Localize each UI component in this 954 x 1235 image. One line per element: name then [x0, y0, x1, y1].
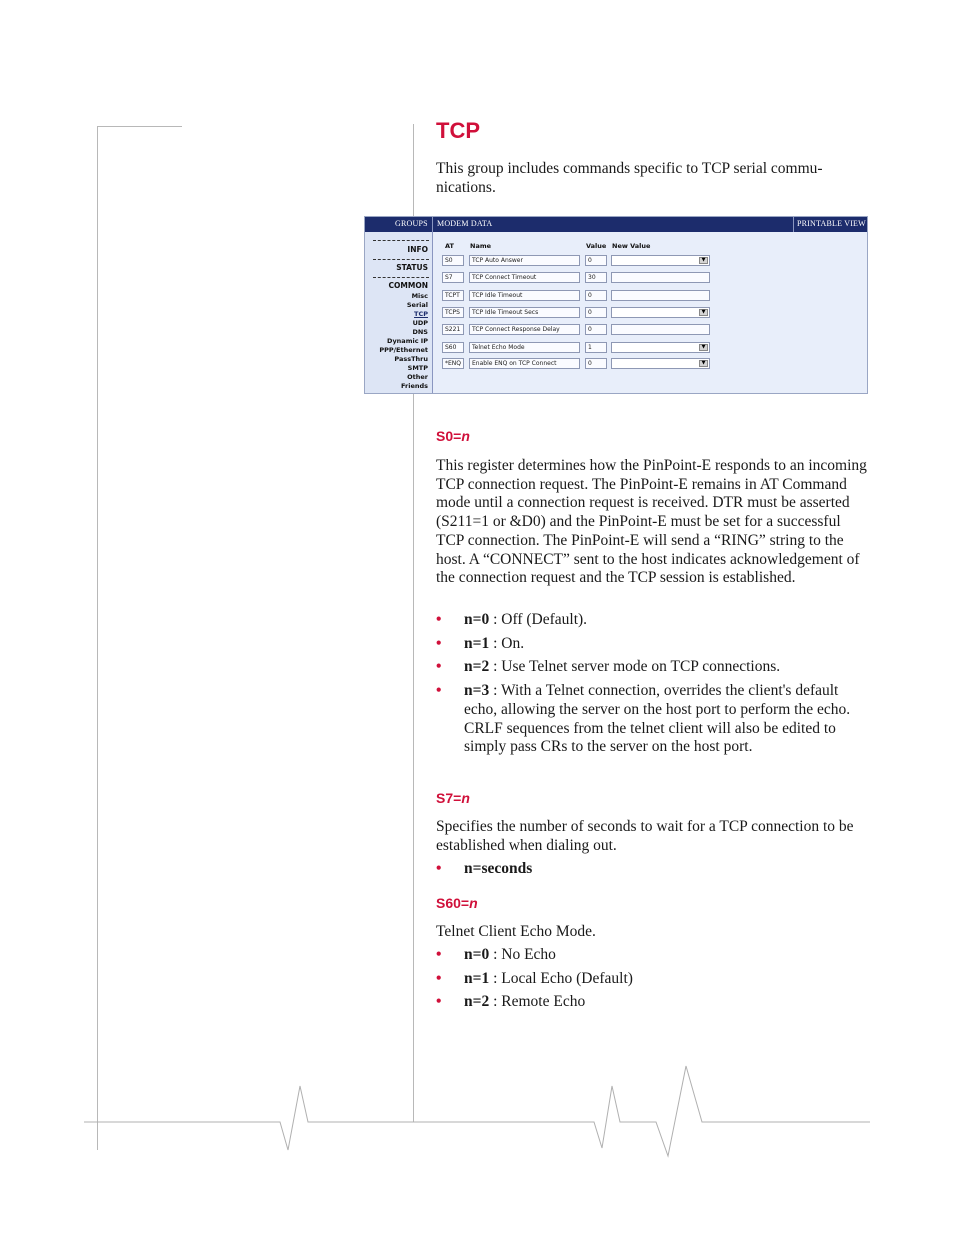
list-item: [436, 682, 868, 757]
nav-dns[interactable]: DNS: [412, 328, 428, 336]
col-header-at: AT: [445, 242, 454, 250]
header-separator: [432, 217, 433, 232]
option-text: : With a Telnet connection, overrides the client's default echo, allowing the server on the host port to perform the echo. CRLF sequences from the telnet client will also be edited to simply pass CRs to the server on the host port.: [464, 682, 851, 756]
nav-divider: [373, 240, 429, 241]
chevron-down-icon[interactable]: ▼: [699, 344, 708, 351]
option-key: n=0: [464, 946, 490, 963]
s7-options-list: [436, 860, 868, 884]
groups-label: GROUPS: [395, 219, 428, 228]
new-value-select[interactable]: [611, 358, 710, 369]
new-value-select[interactable]: [611, 255, 710, 266]
list-item: [436, 946, 868, 965]
nav-common[interactable]: COMMON: [388, 281, 428, 290]
option-text: : Off (Default).: [489, 611, 588, 628]
left-margin-rule: [97, 126, 98, 1150]
s0-heading: [436, 428, 470, 444]
list-item: [436, 658, 868, 677]
row-value: 1: [585, 342, 607, 353]
nav-smtp[interactable]: SMTP: [407, 364, 428, 372]
header-separator: [793, 217, 794, 232]
new-value-select[interactable]: [611, 342, 710, 353]
bullet-icon: •: [436, 611, 442, 628]
option-text: : Remote Echo: [489, 993, 586, 1011]
row-value: 0: [585, 255, 607, 266]
list-item: [436, 993, 868, 1012]
nav-info[interactable]: INFO: [407, 245, 428, 254]
modem-data-label: MODEM DATA: [437, 219, 493, 228]
option-text: : Use Telnet server mode on TCP connections.: [489, 658, 781, 676]
bullet-icon: •: [436, 634, 442, 652]
option-key: n=seconds: [464, 860, 533, 877]
s0-heading-text: S0=: [436, 428, 462, 444]
top-left-rule: [98, 126, 182, 127]
bullet-icon: •: [436, 946, 442, 963]
option-text: : No Echo: [489, 946, 556, 963]
groups-nav: [365, 232, 433, 393]
s0-heading-var: n: [461, 428, 470, 444]
s0-options-list: [436, 611, 868, 762]
chevron-down-icon[interactable]: ▼: [699, 257, 708, 264]
row-name: TCP Auto Answer: [469, 255, 580, 266]
col-header-name: Name: [470, 242, 492, 250]
list-item: [436, 635, 868, 654]
nav-tcp[interactable]: TCP: [414, 310, 428, 318]
list-item: [436, 860, 868, 879]
new-value-select[interactable]: [611, 307, 710, 318]
s60-heading-text: S60=: [436, 895, 470, 911]
row-at: *ENQ: [442, 358, 464, 369]
list-item: [436, 970, 868, 989]
nav-udp[interactable]: UDP: [412, 319, 428, 327]
row-name: Enable ENQ on TCP Connect: [469, 358, 580, 369]
row-at: S7: [442, 272, 464, 283]
option-key: n=0: [464, 611, 490, 628]
row-name: TCP Idle Timeout: [469, 290, 580, 301]
s60-heading: [436, 895, 478, 911]
s7-heading: [436, 790, 470, 806]
option-text: : On.: [489, 634, 525, 652]
row-value: 0: [585, 290, 607, 301]
nav-divider: [373, 259, 429, 260]
modem-config-screenshot: [364, 216, 868, 394]
nav-other[interactable]: Other: [407, 373, 428, 381]
option-key: n=1: [464, 634, 490, 652]
row-value: 30: [585, 272, 607, 283]
row-value: 0: [585, 358, 607, 369]
chevron-down-icon[interactable]: ▼: [699, 309, 708, 316]
new-value-input[interactable]: [611, 272, 710, 283]
row-value: 0: [585, 307, 607, 318]
bullet-icon: •: [436, 860, 442, 877]
row-at: S0: [442, 255, 464, 266]
row-value: 0: [585, 324, 607, 335]
nav-passthru[interactable]: PassThru: [394, 355, 428, 363]
s60-options-list: [436, 946, 868, 1017]
col-header-new-value: New Value: [612, 242, 651, 250]
row-at: TCPT: [442, 290, 464, 301]
nav-divider: [373, 277, 429, 278]
s7-heading-var: n: [461, 790, 470, 806]
footer-waveform: [84, 1060, 874, 1160]
option-key: n=1: [464, 969, 490, 987]
option-key: n=3: [464, 682, 490, 700]
nav-misc[interactable]: Misc: [411, 292, 428, 300]
bullet-icon: •: [436, 682, 442, 700]
bullet-icon: •: [436, 993, 442, 1011]
option-text: : Local Echo (Default): [489, 969, 633, 987]
s0-description: This register determines how the PinPoint-E responds to an incoming TCP connection request. The PinPoint-E remains in AT Command mode until a connection request is received. DTR must be asserted (S211=1 or &D0) and the PinPoint-E must be set for a successful TCP connection. The PinPoint-E will send a “RING” string to the host. A “CONNECT” sent to the host indicates acknowledgement of the connection request and the TCP session is established.: [436, 457, 867, 587]
col-header-value: Value: [586, 242, 607, 250]
bullet-icon: •: [436, 658, 442, 676]
new-value-input[interactable]: [611, 290, 710, 301]
option-key: n=2: [464, 658, 490, 676]
nav-friends[interactable]: Friends: [400, 382, 428, 390]
nav-status[interactable]: STATUS: [396, 263, 428, 272]
row-name: Telnet Echo Mode: [469, 342, 580, 353]
nav-ppp-ethernet[interactable]: PPP/Ethernet: [379, 346, 428, 354]
list-item: [436, 611, 868, 630]
s7-description: Specifies the number of seconds to wait for a TCP connection to be established when dialing out.: [436, 818, 854, 854]
chevron-down-icon[interactable]: ▼: [699, 360, 708, 367]
option-key: n=2: [464, 993, 490, 1011]
page-title: TCP: [436, 118, 480, 143]
row-at: S60: [442, 342, 464, 353]
row-name: TCP Connect Timeout: [469, 272, 580, 283]
nav-serial[interactable]: Serial: [406, 301, 428, 309]
row-at: TCPS: [442, 307, 464, 318]
s60-description: Telnet Client Echo Mode.: [436, 923, 596, 940]
bullet-icon: •: [436, 969, 442, 987]
new-value-input[interactable]: [611, 324, 710, 335]
printable-view-link[interactable]: PRINTABLE VIEW: [797, 219, 866, 228]
header-bar: [365, 217, 867, 232]
row-at: S221: [442, 324, 464, 335]
row-name: TCP Idle Timeout Secs: [469, 307, 580, 318]
row-name: TCP Connect Response Delay: [469, 324, 580, 335]
nav-dynamic-ip[interactable]: Dynamic IP: [387, 337, 428, 345]
intro-text: This group includes commands specific to TCP serial commu-nications.: [436, 160, 823, 196]
s60-heading-var: n: [469, 895, 478, 911]
s7-heading-text: S7=: [436, 790, 462, 806]
